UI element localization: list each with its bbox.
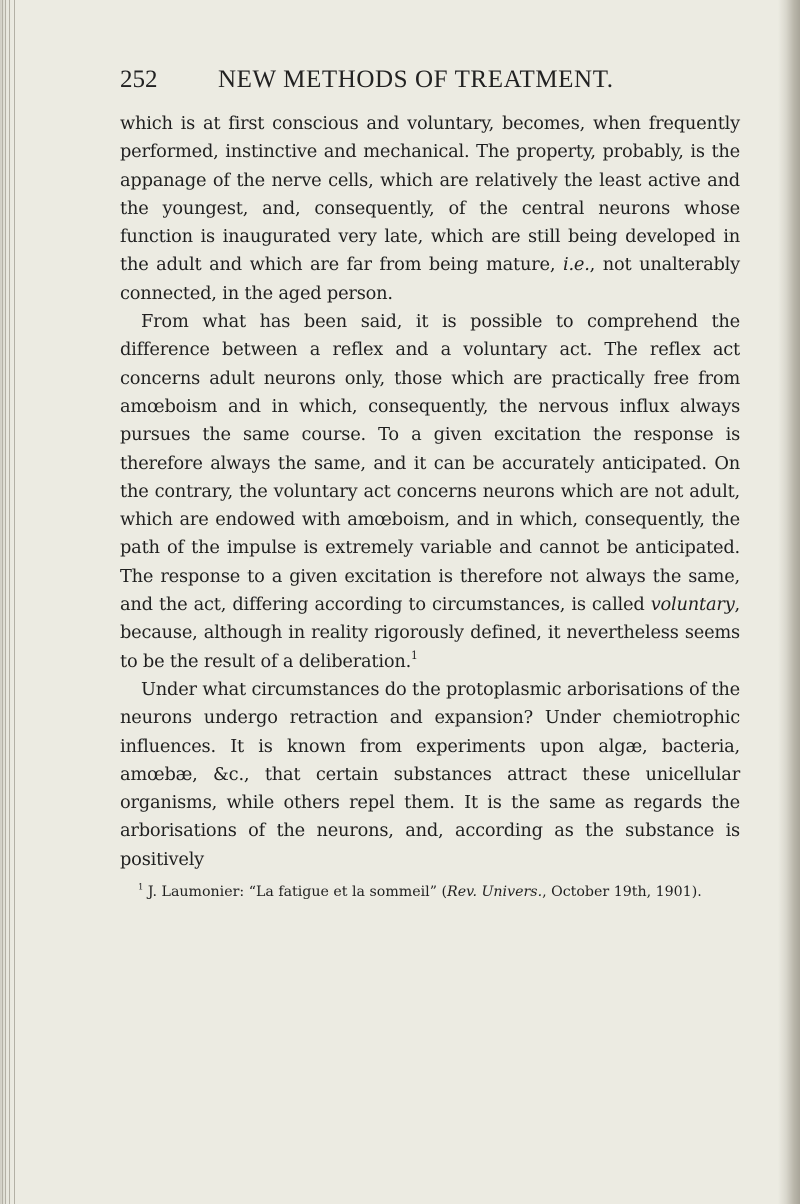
paragraph-text: , because, although in reality rigorously defined, it nevertheless seems to be the result of a deliberation. (120, 594, 740, 672)
footnote-body: J. Laumonier: “La fatigue et la sommeil” ( (143, 884, 448, 901)
edge-line (2, 0, 3, 1204)
footnote (120, 882, 740, 903)
paragraph-text: which is at first conscious and voluntary, becomes, when frequently performed, instinctive and mechanical. The property, probably, is the appanage of the nerve cells, which are relatively the least active and the youngest, and, consequently, of the central neurons whose function is inaugurated very late, which are still being developed in the adult and which are far from being mature, (120, 113, 740, 276)
paragraph-text: , not unalterably connected, in the aged person. (120, 254, 740, 304)
page-header (120, 66, 740, 110)
footnote-reference[interactable]: 1 (411, 648, 418, 662)
page (120, 66, 740, 903)
left-page-edge (0, 0, 22, 1204)
body-text (120, 110, 740, 874)
page-number: 252 (120, 66, 158, 93)
footnote-text (120, 882, 740, 903)
footnote-body: , October 19th, 1901). (542, 884, 702, 901)
running-title: NEW METHODS OF TREATMENT. (218, 66, 614, 93)
paragraph-2 (120, 308, 740, 676)
paragraph-1 (120, 110, 740, 308)
edge-line (5, 0, 6, 1204)
right-page-edge (778, 0, 800, 1204)
emphasis: voluntary (650, 594, 735, 616)
paragraph-text: From what has been said, it is possible to comprehend the difference between a reflex and a voluntary act. The reflex act concerns adult neurons only, those which are practically free from amœboism and in which, consequently, the nervous influx always pursues the same course. To a given excitation the response is therefore always the same, and it can be accurately anticipated. On the contrary, the voluntary act concerns neurons which are not adult, which are endowed with amœboism, and in which, consequently, the path of the impulse is extremely variable and cannot be anticipated. The response to a given excitation is therefore not always the same, and the act, differing according to circumstances, is called (120, 311, 740, 616)
paragraph-3: Under what circumstances do the protoplasmic arborisations of the neurons undergo retraction and expansion? Under chemiotrophic influences. It is known from experiments upon algæ, bacteria, amœbæ, &c., that certain substances attract these unicellular organisms, while others repel them. It is the same as regards the arborisations of the neurons, and, according as the substance is positively (120, 678, 740, 870)
emphasis: i.e. (562, 254, 590, 276)
edge-line (14, 0, 15, 1204)
footnote-source: Rev. Univers. (447, 884, 543, 901)
edge-line (9, 0, 10, 1204)
footnote-marker: 1 (138, 882, 144, 893)
